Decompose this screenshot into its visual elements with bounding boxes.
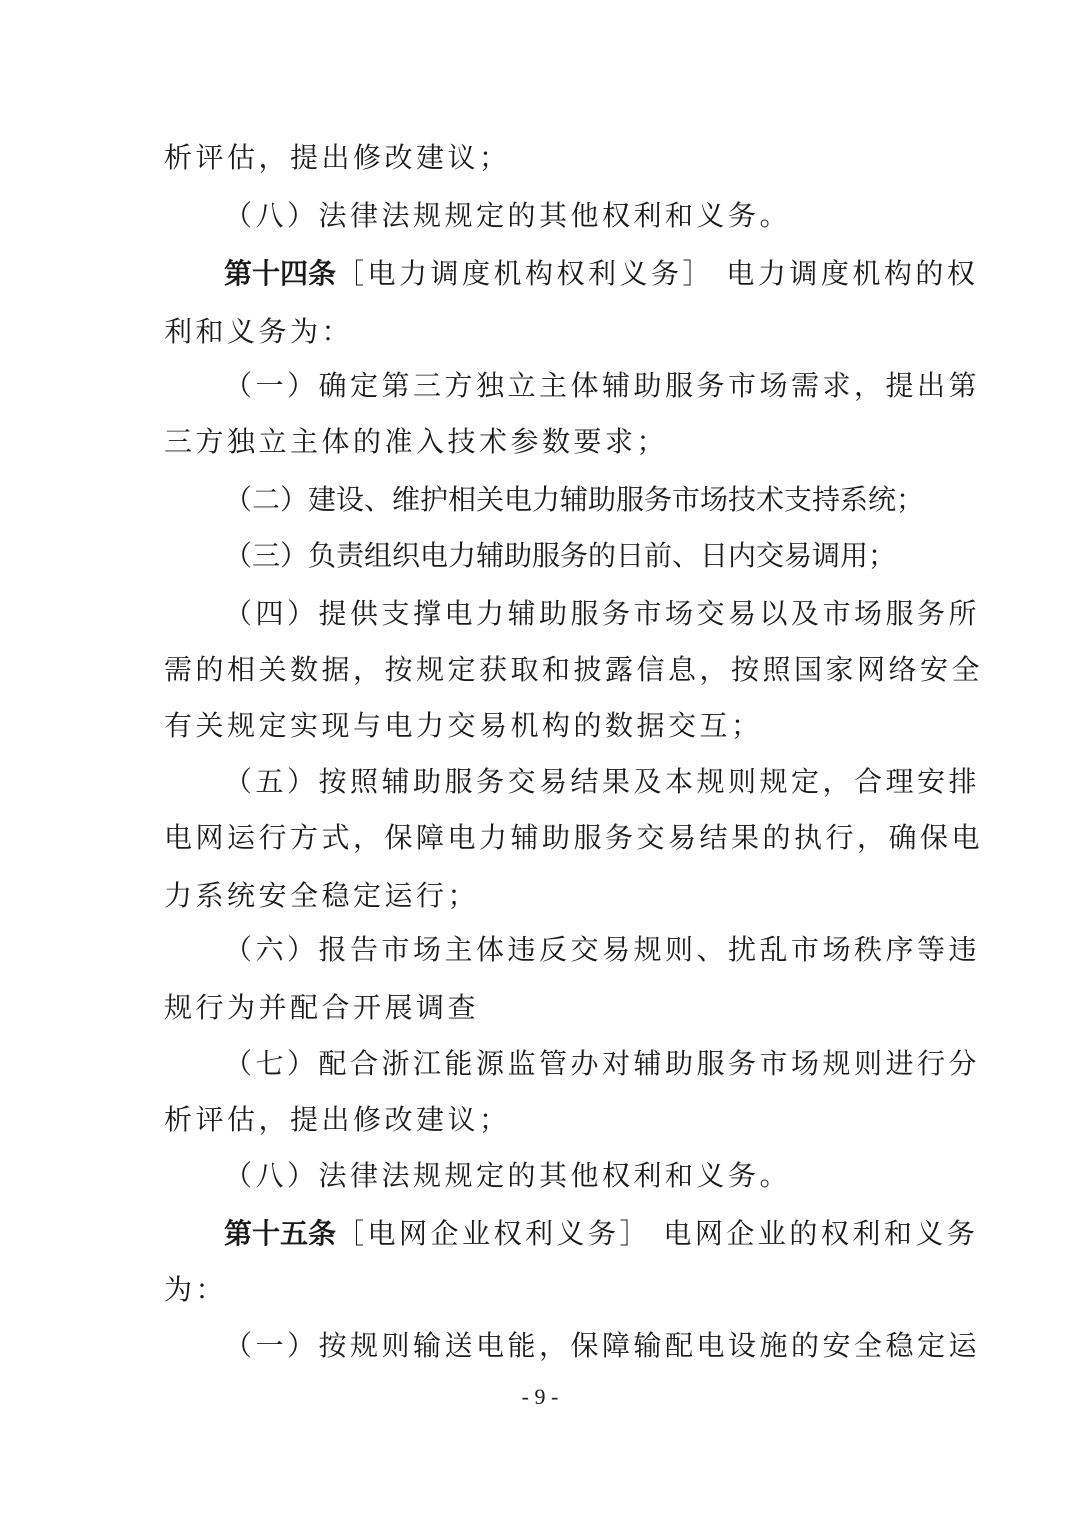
- paragraph-line: （七）配合浙江能源监管办对辅助服务市场规则进行分: [224, 1047, 981, 1080]
- paragraph-line: 有关规定实现与电力交易机构的数据交互；: [164, 709, 763, 742]
- paragraph-line: （一）按规则输送电能，保障输配电设施的安全稳定运: [224, 1329, 981, 1362]
- paragraph-line: （二）建设、维护相关电力辅助服务市场技术支持系统；: [224, 483, 925, 516]
- article-15-heading-line: [224, 1214, 1080, 1254]
- article-14-number: 第十四条: [224, 257, 337, 290]
- article-14-heading-line: [224, 254, 1080, 294]
- article-15-number: 第十五条: [224, 1217, 337, 1250]
- paragraph-line: 析评估，提出修改建议；: [164, 1103, 511, 1136]
- paragraph-line: （四）提供支撑电力辅助服务市场交易以及市场服务所: [224, 597, 981, 630]
- paragraph-line: 需的相关数据，按规定获取和披露信息，按照国家网络安全: [164, 653, 984, 686]
- paragraph-line: （五）按照辅助服务交易结果及本规则规定，合理安排: [224, 765, 981, 798]
- page-number: - 9 -: [521, 1384, 559, 1409]
- paragraph-line: 电网运行方式，保障电力辅助服务交易结果的执行，确保电: [164, 821, 984, 854]
- paragraph-line: 为：: [164, 1273, 228, 1306]
- paragraph-line: （一）确定第三方独立主体辅助服务市场需求，提出第: [224, 369, 981, 402]
- paragraph-line: 力系统安全稳定运行；: [164, 879, 480, 912]
- paragraph-line: 利和义务为：: [164, 315, 354, 348]
- paragraph-line: （八）法律法规规定的其他权利和义务。: [224, 1159, 792, 1192]
- paragraph-line: 规行为并配合开展调查: [164, 991, 480, 1024]
- paragraph-line: 三方独立主体的准入技术参数要求；: [164, 425, 669, 458]
- paragraph-line: （三）负责组织电力辅助服务的日前、日内交易调用；: [224, 539, 897, 572]
- article-14-text: ［电力调度机构权利义务］ 电力调度机构的权: [336, 257, 979, 290]
- paragraph-line: （八）法律法规规定的其他权利和义务。: [224, 199, 792, 232]
- article-15-text: ［电网企业权利义务］ 电网企业的权利和义务: [336, 1217, 979, 1250]
- paragraph-line: （六）报告市场主体违反交易规则、扰乱市场秩序等违: [224, 933, 981, 966]
- paragraph-line: 析评估，提出修改建议；: [164, 141, 511, 174]
